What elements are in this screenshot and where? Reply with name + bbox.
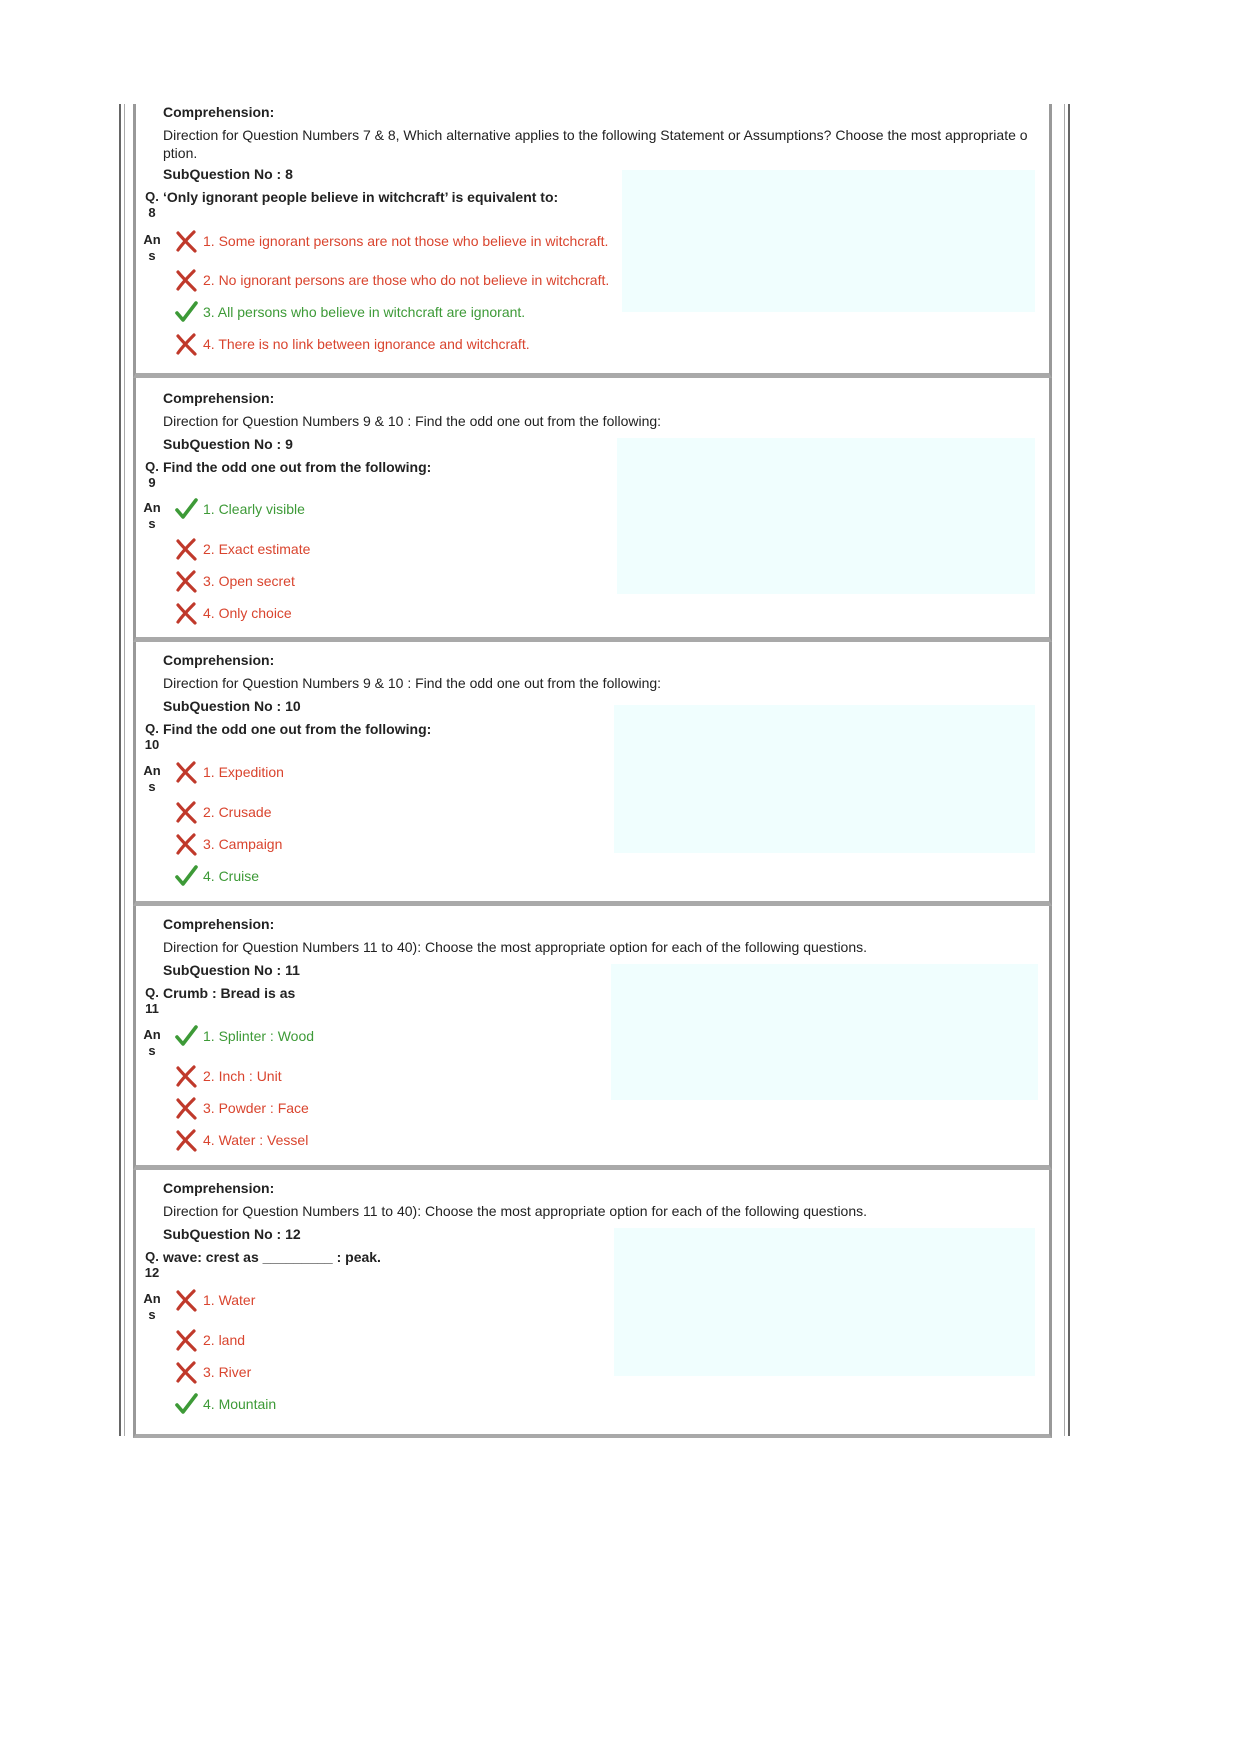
question-text: wave: crest as _________ : peak. [163,1249,381,1265]
option-text: 1. Water [203,1292,256,1308]
answer-option-2 [174,799,271,825]
question-number: Q. 8 [145,189,159,220]
answer-option-3 [174,568,295,594]
answer-option-4 [174,1391,276,1417]
cross-icon [174,1288,198,1312]
subquestion-number: SubQuestion No : 12 [163,1226,301,1242]
option-text: 3. All persons who believe in witchcraft are ignorant. [203,304,526,320]
answer-option-4 [174,600,292,626]
answer-label: An s [143,232,161,263]
question-image-area [614,1228,1035,1376]
check-icon [174,300,198,324]
answer-label: An s [143,500,161,531]
option-text: 1. Clearly visible [203,501,305,517]
question-image-area [614,705,1035,853]
subquestion-number: SubQuestion No : 10 [163,698,301,714]
question-number: Q. 9 [145,459,159,490]
answer-option-2 [174,267,609,293]
answer-option-2 [174,1063,282,1089]
question-text: Crumb : Bread is as [163,985,296,1001]
answer-option-2 [174,1327,245,1353]
subquestion-number: SubQuestion No : 11 [163,962,300,978]
option-text: 4. There is no link between ignorance and witchcraft. [203,336,530,352]
question-block-12 [133,1170,1052,1438]
cross-icon [174,569,198,593]
option-text: 2. land [203,1332,246,1348]
question-block-11 [133,906,1052,1170]
cross-icon [174,760,198,784]
direction-text: Direction for Question Numbers 11 to 40): Choose the most appropriate option for each of the following questions. [163,1203,868,1219]
check-icon [174,497,198,521]
cross-icon [174,1360,198,1384]
question-number: Q. 11 [145,985,159,1016]
answer-option-4 [174,1127,308,1153]
option-text: 1. Some ignorant persons are not those who believe in witchcraft. [203,233,609,249]
question-block-10 [133,642,1052,906]
answer-option-1 [174,1287,255,1313]
comprehension-label: Comprehension: [163,916,275,932]
question-text: ‘Only ignorant people believe in witchcraft’ is equivalent to: [163,189,559,205]
cross-icon [174,1128,198,1152]
direction-text: Direction for Question Numbers 9 & 10 : Find the odd one out from the following: [163,413,662,429]
comprehension-label: Comprehension: [163,390,275,406]
option-text: 4. Only choice [203,605,292,621]
comprehension-label: Comprehension: [163,104,275,120]
option-text: 3. Powder : Face [203,1100,309,1116]
cross-icon [174,332,198,356]
subquestion-number: SubQuestion No : 9 [163,436,293,452]
answer-option-2 [174,536,310,562]
cross-icon [174,601,198,625]
frame-line-right-inner [1064,104,1065,1436]
option-text: 2. Inch : Unit [203,1068,282,1084]
cross-icon [174,800,198,824]
option-text: 2. Exact estimate [203,541,311,557]
direction-text: Direction for Question Numbers 11 to 40): Choose the most appropriate option for each of the following questions. [163,939,868,955]
direction-text: Direction for Question Numbers 7 & 8, Which alternative applies to the following Statement or Assumptions? Choose the most appropriate o ption. [163,127,1028,161]
frame-line-left-inner [124,104,125,1436]
option-text: 3. Open secret [203,573,295,589]
question-image-area [611,964,1038,1100]
answer-option-3 [174,1095,309,1121]
answer-option-1 [174,496,305,522]
answer-option-4 [174,863,259,889]
answer-option-1 [174,1023,314,1049]
cross-icon [174,1096,198,1120]
answer-option-1 [174,759,284,785]
question-text: Find the odd one out from the following: [163,721,432,737]
answer-option-3 [174,831,282,857]
cross-icon [174,1064,198,1088]
subquestion-number: SubQuestion No : 8 [163,166,293,182]
direction-text: Direction for Question Numbers 9 & 10 : Find the odd one out from the following: [163,675,662,691]
cross-icon [174,537,198,561]
question-number: Q. 12 [144,1249,160,1280]
cross-icon [174,1328,198,1352]
check-icon [174,1392,198,1416]
option-text: 4. Cruise [203,868,260,884]
question-image-area [622,170,1035,312]
check-icon [174,864,198,888]
option-text: 1. Splinter : Wood [203,1028,315,1044]
comprehension-label: Comprehension: [163,652,275,668]
question-text: Find the odd one out from the following: [163,459,432,475]
comprehension-label: Comprehension: [163,1180,275,1196]
answer-option-1 [174,228,608,254]
check-icon [174,1024,198,1048]
answer-option-4 [174,331,530,357]
option-text: 4. Mountain [203,1396,277,1412]
question-image-area [617,438,1035,594]
answer-label: An s [143,1027,161,1058]
option-text: 1. Expedition [203,764,284,780]
question-number: Q. 10 [144,721,160,752]
frame-line-right [1068,104,1070,1436]
cross-icon [174,268,198,292]
option-text: 3. Campaign [203,836,283,852]
option-text: 3. River [203,1364,252,1380]
cross-icon [174,229,198,253]
option-text: 2. Crusade [203,804,272,820]
answer-option-3 [174,299,525,325]
answer-label: An s [143,763,161,794]
option-text: 2. No ignorant persons are those who do not believe in witchcraft. [203,272,610,288]
question-list [133,104,1052,1438]
question-block-8 [133,104,1052,378]
question-block-9 [133,378,1052,642]
frame-line-left [119,104,121,1436]
cross-icon [174,832,198,856]
answer-label: An s [143,1291,161,1322]
answer-option-3 [174,1359,251,1385]
option-text: 4. Water : Vessel [203,1132,309,1148]
